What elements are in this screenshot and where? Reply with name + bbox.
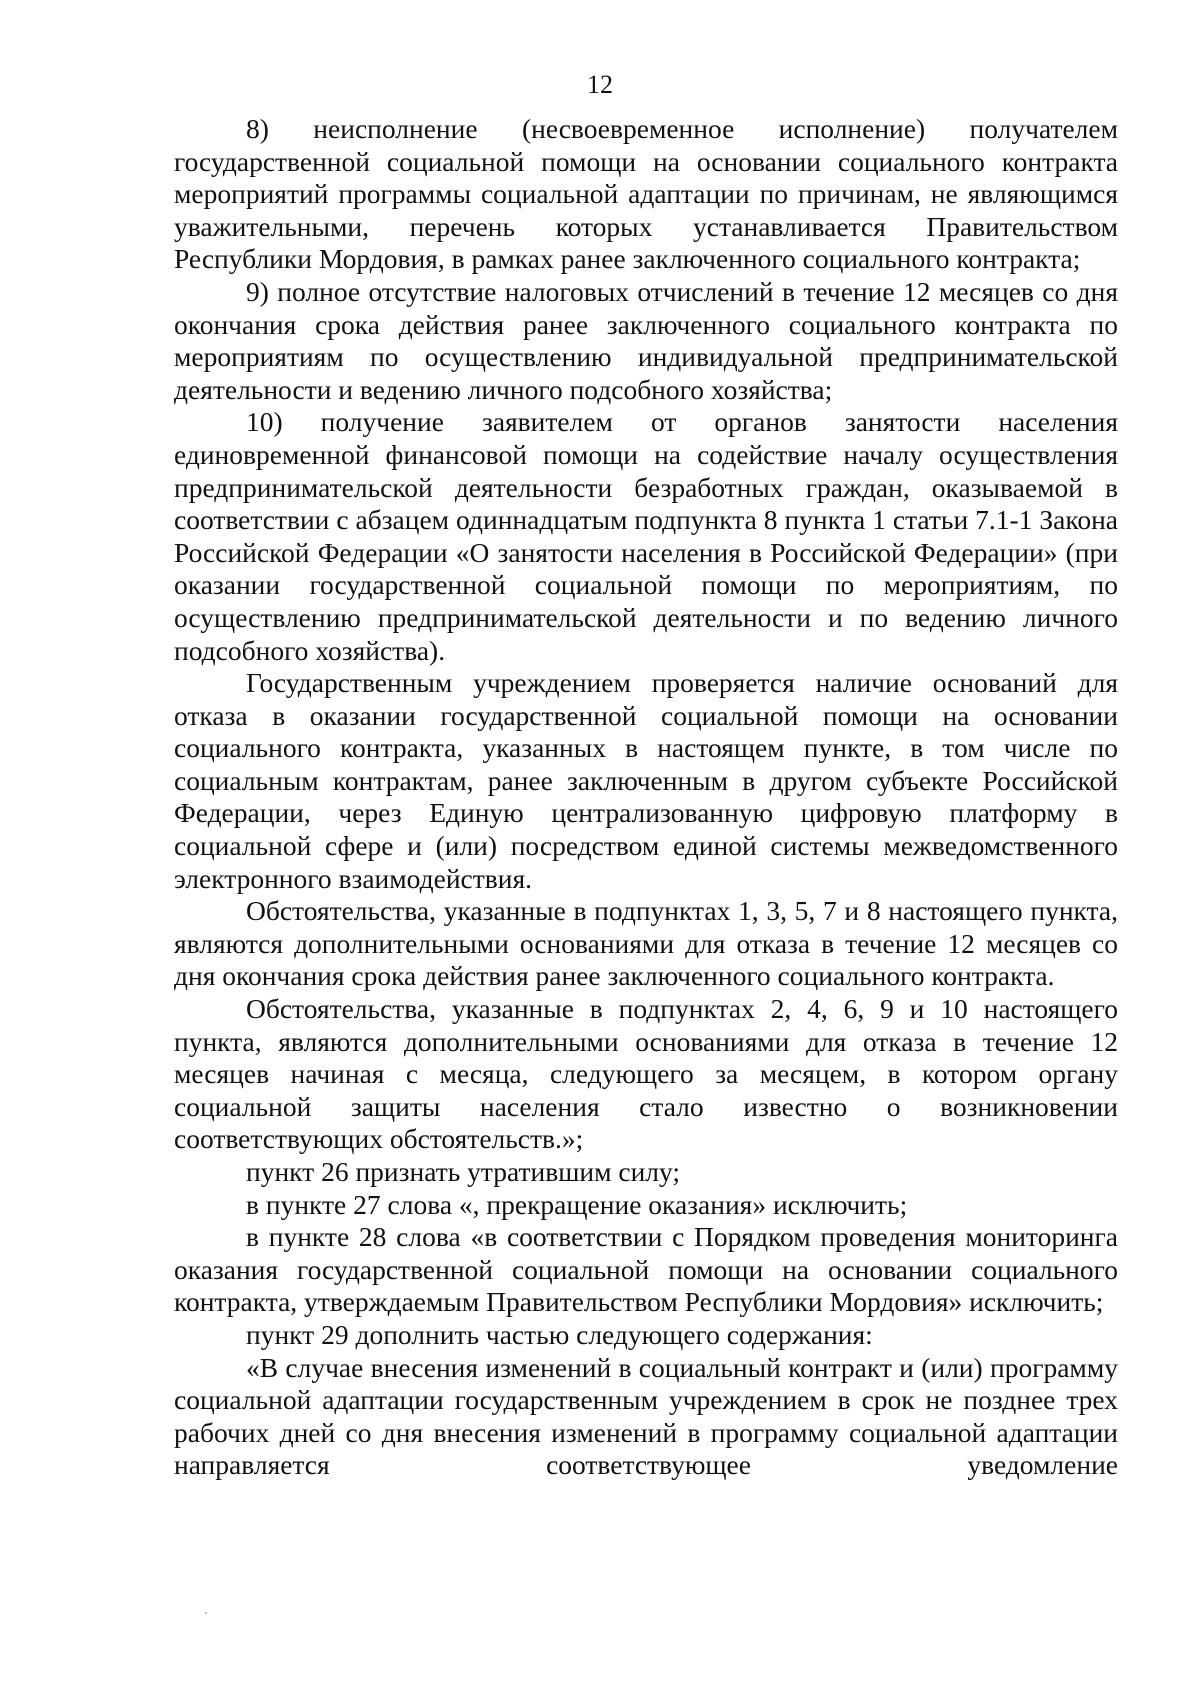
paragraph-item-9: 9) полное отсутствие налоговых отчислений в течение 12 месяцев со дня окончания срока действия ранее заключенного социального контракта по мероприятиям по осуществлению индивидуальной предпринимательской деятельности и ведению личного подсобного хозяйства; [174,275,1118,405]
paragraph-point-29: пункт 29 дополнить частью следующего содержания: [246,1318,873,1350]
paragraph-point-28: в пункте 28 слова «в соответствии с Порядком проведения мониторинга оказания государственной социальной помощи на основании социального контракта, утверждаемым Правительством Республики Мордовия» исключить; [174,1221,1118,1318]
document-body [174,113,1118,1482]
paragraph-point-27: в пункте 27 слова «, прекращение оказания» исключить; [246,1188,908,1220]
paragraph-item-10: 10) получение заявителем от органов занятости населения единовременной финансовой помощи на содействие началу осуществления предпринимательской деятельности безработных граждан, оказываемой в соответствии с абзацем одиннадцатым подпункта 8 пункта 1 статьи 7.1-1 Закона Российской Федерации «О занятости населения в Российской Федерации» (при оказании государственной социальной помощи по мероприятиям, по осуществлению предпринимательской деятельности и по ведению личного подсобного хозяйства). [174,406,1118,666]
paragraph-point-26: пункт 26 признать утратившим силу; [246,1156,681,1187]
paragraph-item-8: 8) неисполнение (несвоевременное исполнение) получателем государственной социальной помощи на основании социального контракта мероприятий программы социальной адаптации по причинам, не являющимся уважительными, перечень которых устанавливается Правительством Республики Мордовия, в рамках ранее заключенного социального контракта; [174,113,1118,275]
paragraph-verification: Государственным учреждением проверяется наличие оснований для отказа в оказании государственной социальной помощи на основании социального контракта, указанных в настоящем пункте, в том числе по социальным контрактам, ранее заключенным в другом субъекте Российской Федерации, через Единую централизованную цифровую платформу в социальной сфере и (или) посредством единой системы межведомственного электронного взаимодействия. [174,667,1118,894]
scan-speck [205,1612,207,1614]
paragraph-circumstances-2: Обстоятельства, указанные в подпунктах 2, 4, 6, 9 и 10 настоящего пункта, являются дополнительными основаниями для отказа в течение 12 месяцев начиная с месяца, следующего за месяцем, в котором органу социальной защиты населения стало известно о возникновении соответствующих обстоятельств.»; [174,993,1118,1155]
paragraph-new-part: «В случае внесения изменений в социальный контракт и (или) программу социальной адаптации государственным учреждением в срок не позднее трех рабочих дней со дня внесения изменений в программу социальной адаптации направляется соответствующее уведомление [174,1351,1118,1481]
page-number: 12 [587,70,613,99]
paragraph-circumstances-1: Обстоятельства, указанные в подпунктах 1, 3, 5, 7 и 8 настоящего пункта, являются дополнительными основаниями для отказа в течение 12 месяцев со дня окончания срока действия ранее заключенного социального контракта. [174,895,1118,992]
